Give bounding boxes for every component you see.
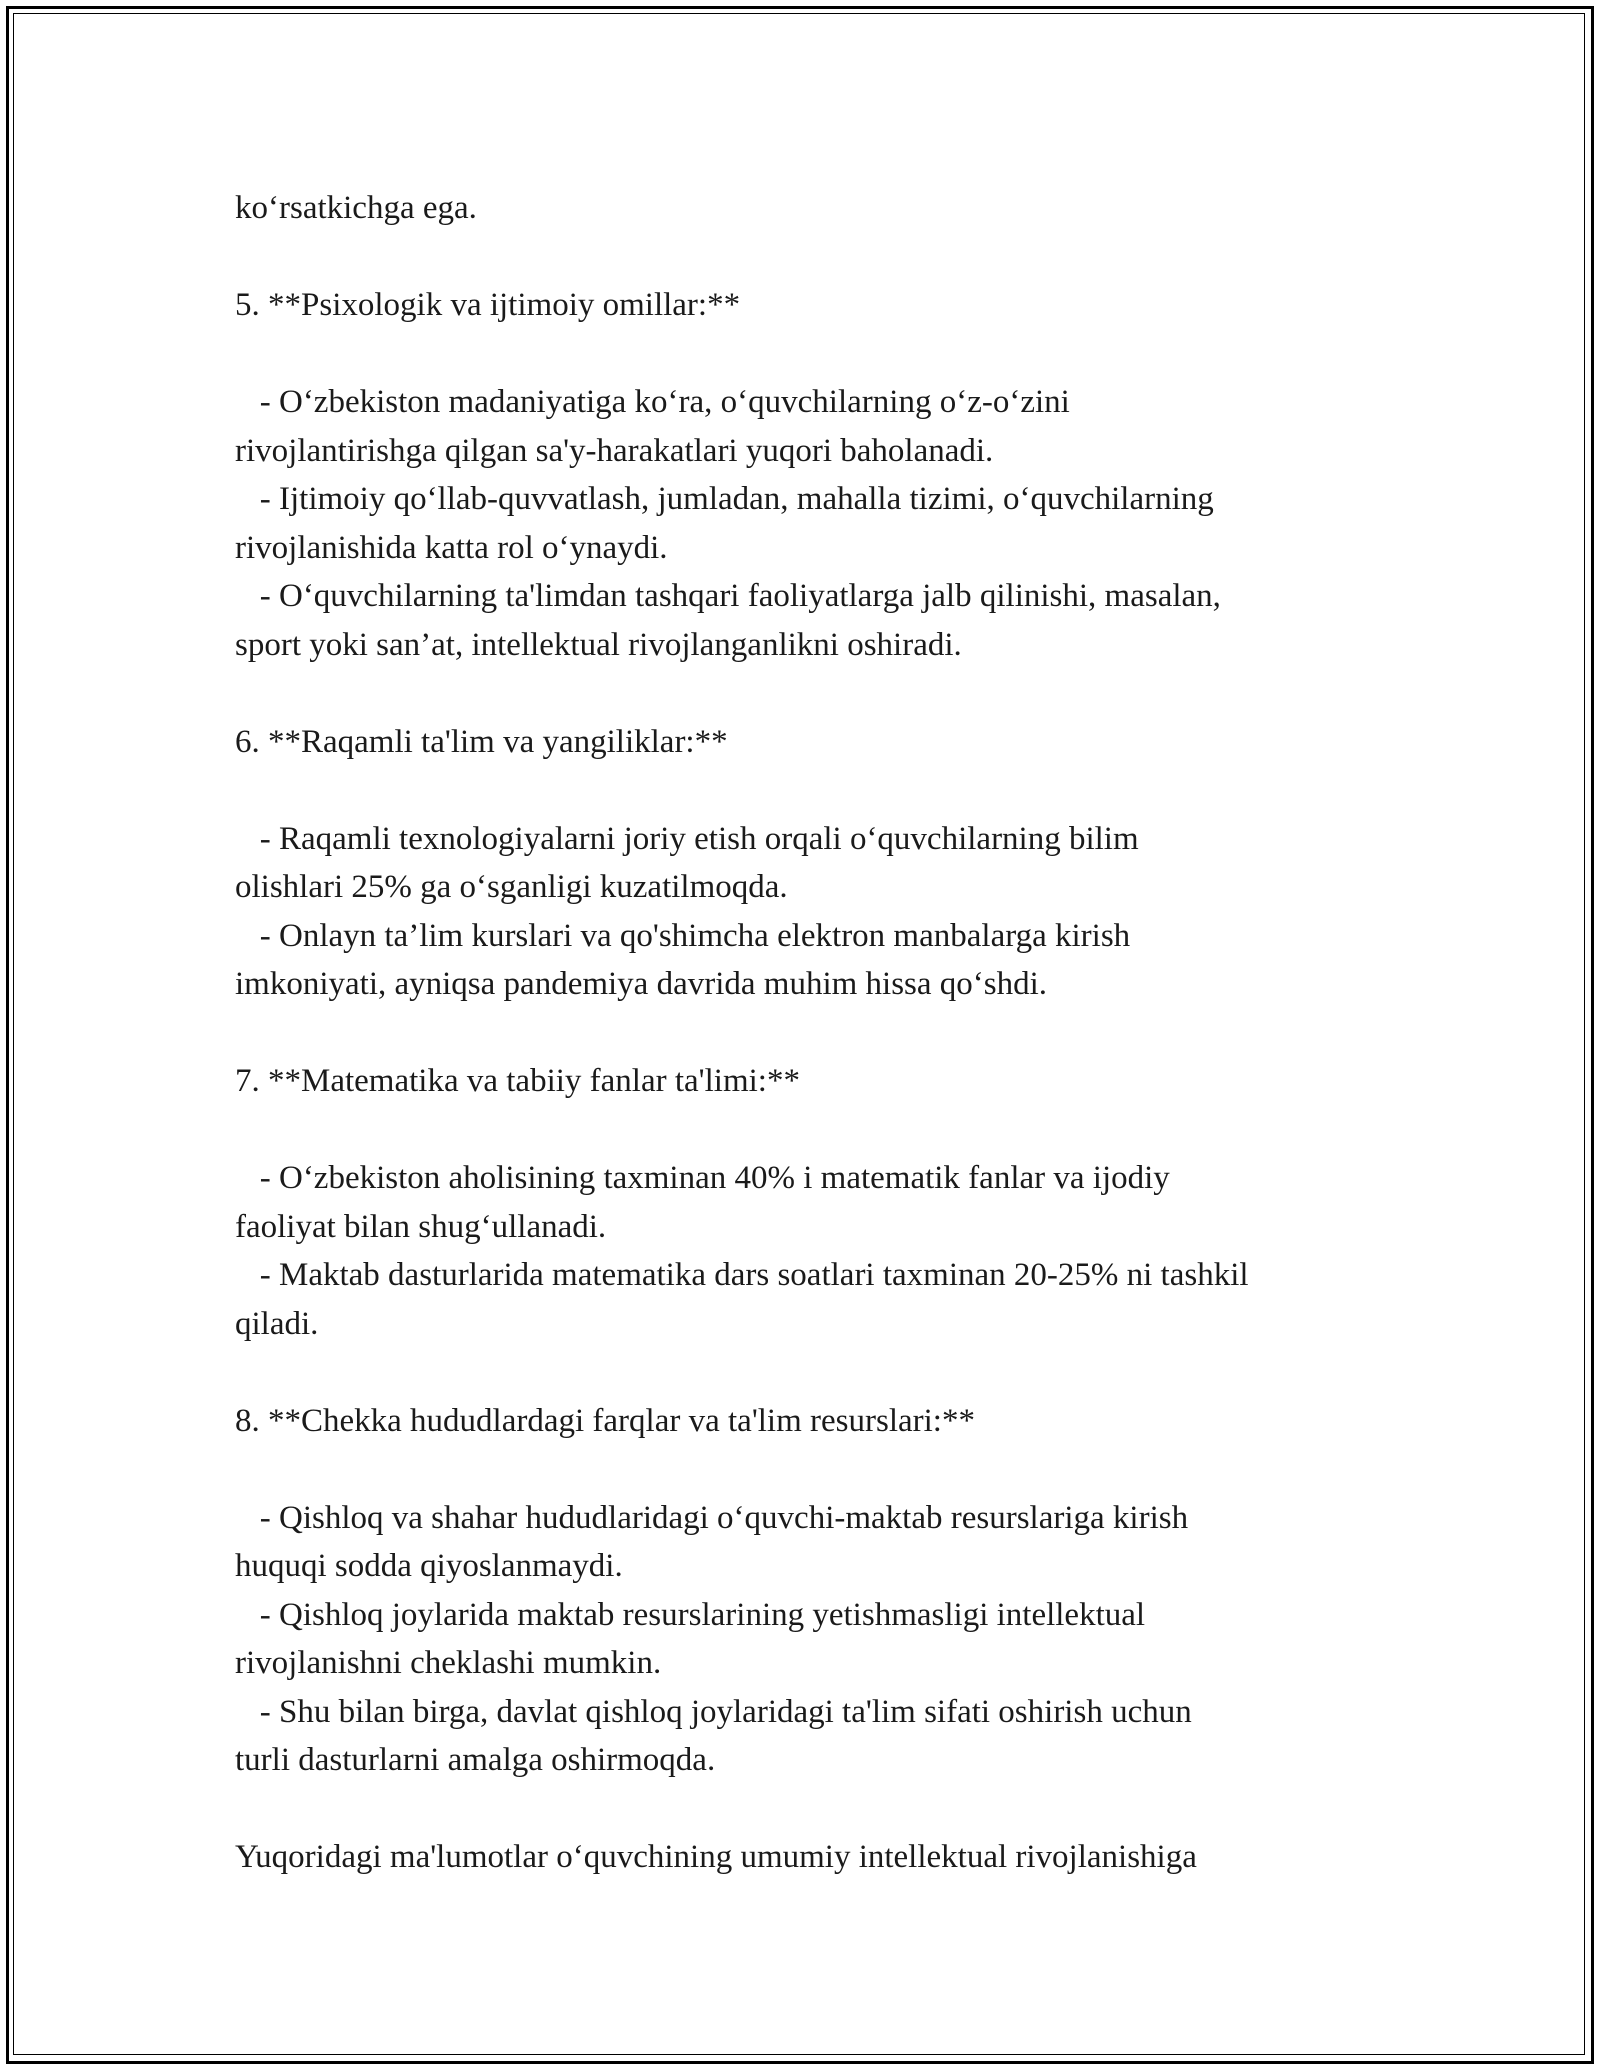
text-line: qiladi. [235,1305,319,1342]
section-heading-5: 5. **Psixologik va ijtimoiy omillar:** [235,287,741,323]
text-line: - Ijtimoiy qo‘llab-quvvatlash, jumladan, mahalla tizimi, o‘quvchilarning [235,481,1214,517]
text-line: huquqi sodda qiyoslanmaydi. [235,1548,623,1584]
blank-line [235,1348,1425,1397]
text-line: - Qishloq va shahar hududlaridagi o‘quvchi-maktab resurslariga kirish [235,1499,1189,1536]
blank-line [235,669,1425,718]
blank-line [235,1106,1425,1155]
text-line: - Shu bilan birga, davlat qishloq joylaridagi ta'lim sifati oshirish uchun [235,1693,1192,1730]
blank-line [235,1445,1425,1494]
text-line: - Maktab dasturlarida matematika dars soatlari taxminan 20-25% ni tashkil [235,1257,1249,1293]
closing-paragraph-line: Yuqoridagi ma'lumotlar o‘quvchining umumiy intellektual rivojlanishiga [235,1839,1197,1875]
text-line: ko‘rsatkichga ega. [235,190,477,226]
text-line: rivojlanishida katta rol o‘ynaydi. [235,529,668,566]
blank-line [235,766,1425,815]
blank-line [235,1009,1425,1058]
section-heading-6: 6. **Raqamli ta'lim va yangiliklar:** [235,723,728,760]
text-line: faoliyat bilan shug‘ullanadi. [235,1208,607,1245]
blank-line [235,330,1425,379]
document-body [235,184,1425,1882]
section-heading-8: 8. **Chekka hududlardagi farqlar va ta'lim resurslari:** [235,1402,975,1439]
section-heading-7: 7. **Matematika va tabiiy fanlar ta'limi:** [235,1063,800,1099]
text-line: turli dasturlarni amalga oshirmoqda. [235,1742,716,1778]
text-line: - Raqamli texnologiyalarni joriy etish orqali o‘quvchilarning bilim [235,820,1139,857]
text-line: olishlari 25% ga o‘sganligi kuzatilmoqda. [235,869,788,905]
blank-line [235,1785,1425,1834]
text-line: imkoniyati, ayniqsa pandemiya davrida muhim hissa qo‘shdi. [235,966,1048,1002]
text-line: rivojlantirishga qilgan sa'y-harakatlari yuqori baholanadi. [235,432,994,469]
text-line: - O‘zbekiston aholisining taxminan 40% i matematik fanlar va ijodiy [235,1160,1170,1196]
text-line: - O‘zbekiston madaniyatiga ko‘ra, o‘quvchilarning o‘z-o‘zini [235,384,1070,420]
text-line: rivojlanishni cheklashi mumkin. [235,1645,662,1681]
text-line: - Qishloq joylarida maktab resurslarining yetishmasligi intellektual [235,1596,1146,1633]
text-line: sport yoki san’at, intellektual rivojlanganlikni oshiradi. [235,626,962,663]
text-line: - Onlayn ta’lim kurslari va qo'shimcha elektron manbalarga kirish [235,917,1131,954]
text-line: - O‘quvchilarning ta'limdan tashqari faoliyatlarga jalb qilinishi, masalan, [235,578,1221,614]
blank-line [235,233,1425,282]
